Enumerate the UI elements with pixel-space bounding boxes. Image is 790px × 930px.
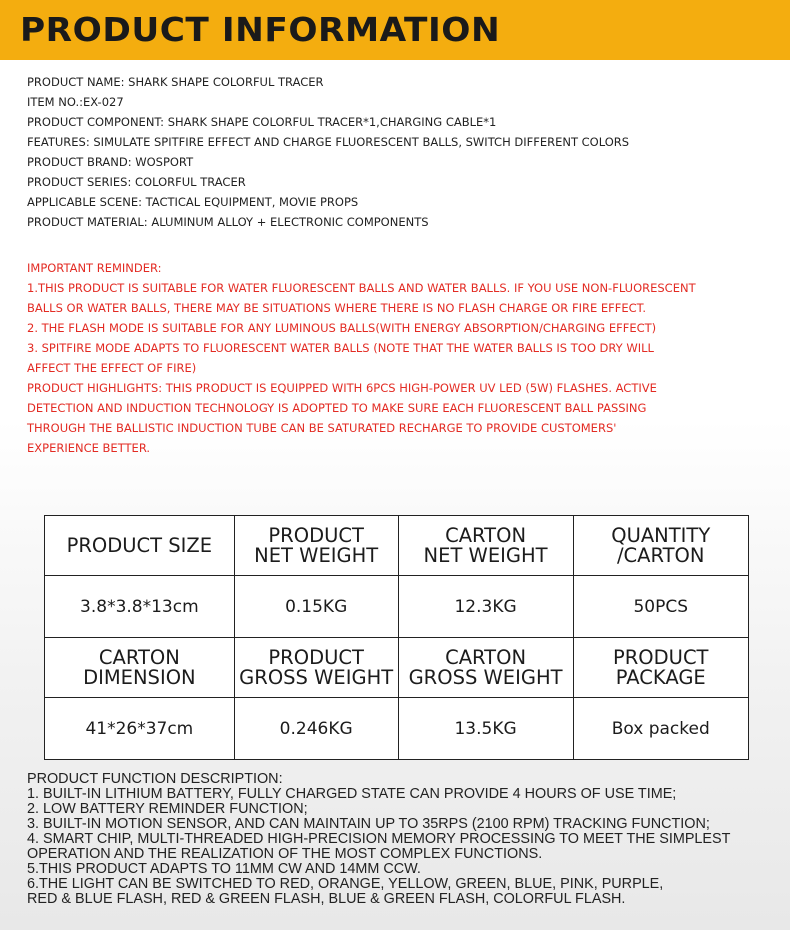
reminder-line: AFFECT THE EFFECT OF FIRE) (27, 361, 197, 375)
function-item: 4. SMART CHIP, MULTI-THREADED HIGH-PRECISION MEMORY PROCESSING TO MEET THE SIMPLEST (27, 831, 731, 847)
specs-table (44, 515, 749, 760)
header-carton-dimension: CARTON DIMENSION (45, 638, 235, 698)
info-item-no: ITEM NO.:EX-027 (27, 95, 124, 109)
value-quantity-carton: 50PCS (573, 576, 749, 638)
header-product-net-weight: PRODUCT NET WEIGHT (234, 516, 398, 576)
reminder-line: BALLS OR WATER BALLS, THERE MAY BE SITUATIONS WHERE THERE IS NO FLASH CHARGE OR FIRE EFFECT. (27, 301, 646, 315)
header-banner (0, 0, 790, 60)
info-features: FEATURES: SIMULATE SPITFIRE EFFECT AND CHARGE FLUORESCENT BALLS, SWITCH DIFFERENT COLORS (27, 135, 630, 149)
table-row (45, 698, 749, 760)
value-product-size: 3.8*3.8*13cm (45, 576, 235, 638)
function-description (27, 772, 787, 907)
function-item: 6.THE LIGHT CAN BE SWITCHED TO RED, ORANGE, YELLOW, GREEN, BLUE, PINK, PURPLE, (27, 876, 664, 892)
header-product-gross-weight: PRODUCT GROSS WEIGHT (234, 638, 398, 698)
table-row (45, 516, 749, 576)
info-product-series: PRODUCT SERIES: COLORFUL TRACER (27, 175, 246, 189)
function-item: 2. LOW BATTERY REMINDER FUNCTION; (27, 801, 308, 817)
function-item: OPERATION AND THE REALIZATION OF THE MOST COMPLEX FUNCTIONS. (27, 846, 543, 862)
header-product-size: PRODUCT SIZE (45, 516, 235, 576)
value-carton-gross-weight: 13.5KG (398, 698, 573, 760)
function-item: RED & BLUE FLASH, RED & GREEN FLASH, BLUE & GREEN FLASH, COLORFUL FLASH. (27, 891, 626, 907)
highlights-line: EXPERIENCE BETTER. (27, 441, 151, 455)
reminder-line: 2. THE FLASH MODE IS SUITABLE FOR ANY LUMINOUS BALLS(WITH ENERGY ABSORPTION/CHARGING EFFECT) (27, 321, 657, 335)
highlights-line: THROUGH THE BALLISTIC INDUCTION TUBE CAN BE SATURATED RECHARGE TO PROVIDE CUSTOMERS' (27, 421, 617, 435)
table-row (45, 576, 749, 638)
table-row (45, 638, 749, 698)
info-product-name: PRODUCT NAME: SHARK SHAPE COLORFUL TRACER (27, 75, 324, 89)
info-product-brand: PRODUCT BRAND: WOSPORT (27, 155, 194, 169)
highlights-line: PRODUCT HIGHLIGHTS: THIS PRODUCT IS EQUIPPED WITH 6PCS HIGH-POWER UV LED (5W) FLASHES. ACTIVE (27, 381, 657, 395)
reminder-line: 3. SPITFIRE MODE ADAPTS TO FLUORESCENT WATER BALLS (NOTE THAT THE WATER BALLS IS TOO DRY WILL (27, 341, 654, 355)
header-product-package: PRODUCT PACKAGE (573, 638, 749, 698)
reminder-line: 1.THIS PRODUCT IS SUITABLE FOR WATER FLUORESCENT BALLS AND WATER BALLS. IF YOU USE NON-FLUORESCENT (27, 281, 696, 295)
function-item: 1. BUILT-IN LITHIUM BATTERY, FULLY CHARGED STATE CAN PROVIDE 4 HOURS OF USE TIME; (27, 786, 677, 802)
info-product-component: PRODUCT COMPONENT: SHARK SHAPE COLORFUL TRACER*1,CHARGING CABLE*1 (27, 115, 497, 129)
page-title: PRODUCT INFORMATION (20, 10, 501, 49)
function-heading: PRODUCT FUNCTION DESCRIPTION: (27, 771, 283, 787)
reminder-heading: IMPORTANT REMINDER: (27, 261, 162, 275)
value-product-net-weight: 0.15KG (234, 576, 398, 638)
info-applicable-scene: APPLICABLE SCENE: TACTICAL EQUIPMENT, MOVIE PROPS (27, 195, 359, 209)
info-product-material: PRODUCT MATERIAL: ALUMINUM ALLOY + ELECTRONIC COMPONENTS (27, 215, 429, 229)
product-info-list (27, 72, 777, 232)
value-product-package: Box packed (573, 698, 749, 760)
important-reminder (27, 258, 782, 458)
highlights-line: DETECTION AND INDUCTION TECHNOLOGY IS ADOPTED TO MAKE SURE EACH FLUORESCENT BALL PASSING (27, 401, 647, 415)
function-item: 3. BUILT-IN MOTION SENSOR, AND CAN MAINTAIN UP TO 35RPS (2100 RPM) TRACKING FUNCTION; (27, 816, 710, 832)
header-carton-net-weight: CARTON NET WEIGHT (398, 516, 573, 576)
value-carton-net-weight: 12.3KG (398, 576, 573, 638)
value-carton-dimension: 41*26*37cm (45, 698, 235, 760)
function-item: 5.THIS PRODUCT ADAPTS TO 11MM CW AND 14MM CCW. (27, 861, 421, 877)
header-quantity-carton: QUANTITY /CARTON (573, 516, 749, 576)
header-carton-gross-weight: CARTON GROSS WEIGHT (398, 638, 573, 698)
value-product-gross-weight: 0.246KG (234, 698, 398, 760)
